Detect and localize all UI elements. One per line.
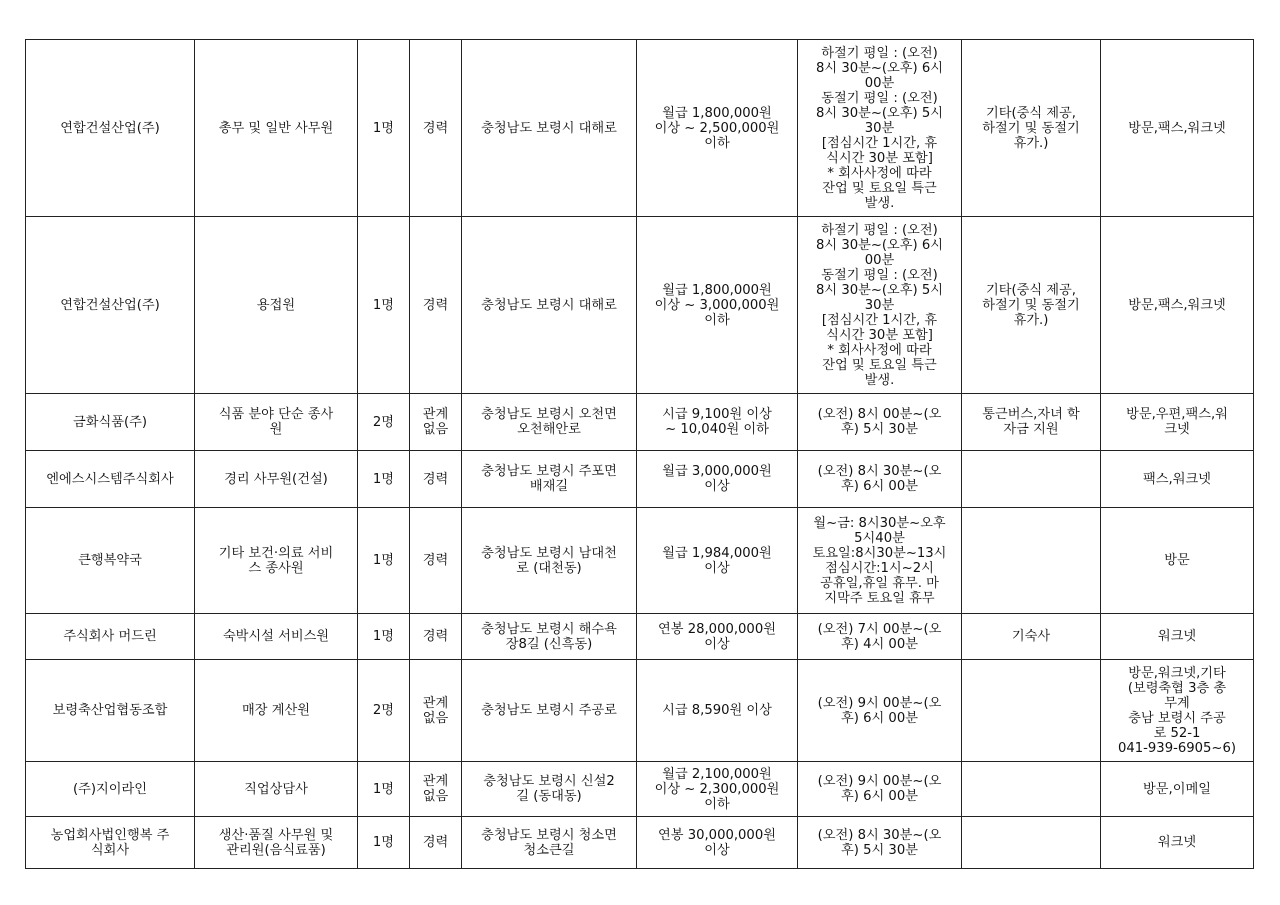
work-hours-cell — [798, 394, 962, 451]
work-hours-cell — [798, 40, 962, 217]
cell-line: 경력 — [422, 471, 449, 487]
apply-method-cell — [1101, 217, 1254, 394]
cell-line: 후) 4시 00분 — [841, 636, 918, 652]
cell-line: 00분 — [864, 75, 895, 91]
position-cell — [195, 508, 358, 614]
position-cell — [195, 660, 358, 762]
apply-method-cell — [1101, 451, 1254, 508]
cell-line: 30분 — [864, 120, 895, 136]
cell-line: 하절기 및 동절기 — [982, 120, 1080, 136]
headcount-cell: 1명 — [358, 762, 410, 817]
wage-cell — [637, 660, 798, 762]
cell-line: 충청남도 보령시 대해로 — [481, 120, 617, 136]
cell-line: 경력 — [422, 629, 449, 644]
company-cell: 농업회사법인행복 주 식회사 — [26, 817, 195, 869]
cell-line: 없음 — [422, 789, 449, 804]
position-cell — [195, 451, 358, 508]
cell-line: 8시 30분~(오후) 5시 — [816, 105, 943, 121]
cell-line: 충청남도 보령시 청소면 — [481, 827, 617, 843]
company-cell: 금화식품(주) — [26, 394, 195, 451]
cell-line: 월급 1,984,000원 — [662, 545, 772, 561]
cell-line: 방문,우편,팩스,워 — [1126, 407, 1228, 422]
table-row — [26, 817, 1254, 869]
cell-line: 월급 2,100,000원 — [662, 766, 772, 782]
cell-line: 이하 — [704, 312, 730, 328]
benefits-cell — [962, 451, 1101, 508]
wage-cell — [637, 451, 798, 508]
wage-cell — [637, 762, 798, 817]
cell-line: 장8길 (신흑동) — [505, 636, 593, 652]
cell-line: 식시간 30분 포함] — [826, 327, 933, 343]
wage-cell — [637, 394, 798, 451]
cell-line: 경리 사무원(건설) — [224, 471, 328, 487]
wage-cell — [637, 817, 798, 869]
cell-line: 지막주 토요일 휴무 — [824, 590, 935, 606]
cell-line: 충청남도 보령시 주포면 — [481, 464, 617, 479]
cell-line: 이상 — [704, 636, 730, 652]
company-cell: 엔에스시스템주식회사 — [26, 451, 195, 508]
cell-line: 크넷 — [1164, 422, 1190, 437]
cell-line: 하절기 평일 : (오전) — [821, 222, 938, 238]
benefits-cell — [962, 614, 1101, 660]
headcount-cell: 1명 — [358, 217, 410, 394]
position-cell — [195, 394, 358, 451]
location-cell — [462, 217, 637, 394]
cell-line: 월급 1,800,000원 — [662, 282, 772, 298]
company-cell: (주)지이라인 — [26, 762, 195, 817]
table-row — [26, 451, 1254, 508]
company-cell: 큰행복약국 — [26, 508, 195, 614]
cell-line: 기타(중식 제공, — [986, 282, 1076, 298]
cell-line: 워크넷 — [1157, 629, 1197, 644]
wage-cell — [637, 614, 798, 660]
cell-line: 이상 ~ 2,500,000원 — [654, 120, 780, 136]
cell-line: 이상 — [704, 842, 730, 858]
position-cell — [195, 762, 358, 817]
apply-method-cell — [1101, 394, 1254, 451]
cell-line: 시급 8,590원 이상 — [662, 703, 772, 718]
cell-line: 잔업 및 토요일 특근 — [822, 357, 937, 373]
table-row — [26, 508, 1254, 614]
cell-line: 이상 — [704, 560, 730, 576]
cell-line: 후) 6시 00분 — [841, 710, 918, 726]
cell-line: (오전) 8시 30분~(오 — [817, 464, 942, 479]
experience-cell — [410, 217, 462, 394]
cell-line: 매장 계산원 — [242, 703, 310, 718]
cell-line: 8시 30분~(오후) 5시 — [816, 282, 943, 298]
cell-line: 하절기 평일 : (오전) — [821, 45, 938, 61]
table-row — [26, 614, 1254, 660]
benefits-cell — [962, 394, 1101, 451]
location-cell — [462, 614, 637, 660]
cell-line: 기숙사 — [1011, 629, 1051, 644]
cell-line: (오전) 8시 30분~(오 — [817, 827, 942, 843]
wage-cell — [637, 217, 798, 394]
table-row — [26, 394, 1254, 451]
cell-line: (오전) 9시 00분~(오 — [817, 774, 942, 789]
cell-line: 경력 — [422, 120, 449, 136]
cell-line: 청소큰길 — [523, 842, 575, 858]
work-hours-cell — [798, 508, 962, 614]
job-rows — [26, 40, 1254, 869]
cell-line: 하절기 및 동절기 — [982, 297, 1080, 313]
headcount-cell: 1명 — [358, 40, 410, 217]
work-hours-cell — [798, 660, 962, 762]
cell-line: 방문,이메일 — [1143, 781, 1211, 797]
cell-line: 00분 — [864, 252, 895, 268]
cell-line: 생산·품질 사무원 및 — [218, 827, 334, 843]
cell-line: 방문,워크넷,기타 — [1128, 665, 1226, 681]
location-cell — [462, 508, 637, 614]
work-hours-cell — [798, 217, 962, 394]
apply-method-cell — [1101, 817, 1254, 869]
cell-line: 충청남도 보령시 대해로 — [481, 297, 617, 313]
location-cell — [462, 762, 637, 817]
cell-line: 연봉 30,000,000원 — [658, 827, 776, 843]
position-cell — [195, 817, 358, 869]
work-hours-cell — [798, 614, 962, 660]
cell-line: 워크넷 — [1157, 835, 1197, 850]
cell-line: [점심시간 1시간, 휴 — [821, 135, 938, 151]
cell-line: (오전) 8시 00분~(오 — [817, 407, 942, 422]
cell-line: 8시 30분~(오후) 6시 — [816, 60, 943, 76]
cell-line: 방문,팩스,워크넷 — [1128, 120, 1226, 136]
work-hours-cell — [798, 817, 962, 869]
table-row — [26, 40, 1254, 217]
cell-line: 점심시간:1시~2시 — [825, 560, 934, 576]
cell-line: 기타 보건·의료 서비 — [218, 545, 334, 561]
cell-line: 식품 분야 단순 종사 — [218, 407, 334, 422]
cell-line: 경력 — [422, 553, 449, 568]
cell-line: 월~금: 8시30분~오후 — [813, 515, 946, 531]
cell-line: 041-939-6905~6) — [1117, 740, 1236, 756]
cell-line: 로 52-1 — [1153, 725, 1201, 741]
cell-line: 8시 30분~(오후) 6시 — [816, 237, 943, 253]
work-hours-cell — [798, 762, 962, 817]
cell-line: 충청남도 보령시 남대천 — [481, 545, 617, 561]
job-listing-table — [25, 39, 1254, 869]
cell-line: 직업상담사 — [244, 781, 308, 797]
cell-line: 식시간 30분 포함] — [826, 150, 933, 166]
experience-cell — [410, 614, 462, 660]
cell-line: 경력 — [422, 835, 449, 850]
benefits-cell — [962, 817, 1101, 869]
cell-line: 후) 6시 00분 — [841, 479, 918, 494]
cell-line: 길 (동대동) — [516, 789, 582, 804]
benefits-cell — [962, 762, 1101, 817]
cell-line: 관리원(음식료품) — [226, 842, 326, 858]
position-cell — [195, 614, 358, 660]
cell-line: 동절기 평일 : (오전) — [821, 90, 938, 106]
cell-line: 충남 보령시 주공 — [1128, 710, 1226, 726]
experience-cell — [410, 817, 462, 869]
cell-line: 오천해안로 — [517, 422, 581, 437]
headcount-cell: 1명 — [358, 508, 410, 614]
cell-line: 숙박시설 서비스원 — [222, 629, 330, 644]
apply-method-cell — [1101, 508, 1254, 614]
cell-line: 시급 9,100원 이상 — [662, 407, 772, 422]
cell-line: 충청남도 보령시 신설2 — [483, 774, 615, 789]
cell-line: 30분 — [864, 297, 895, 313]
position-cell — [195, 217, 358, 394]
experience-cell — [410, 508, 462, 614]
company-cell: 연합건설산업(주) — [26, 40, 195, 217]
benefits-cell — [962, 508, 1101, 614]
cell-line: 원 — [269, 422, 283, 437]
location-cell — [462, 394, 637, 451]
cell-line: 관계 — [422, 695, 449, 711]
cell-line: 기타(중식 제공, — [986, 105, 1076, 121]
location-cell — [462, 451, 637, 508]
experience-cell — [410, 40, 462, 217]
apply-method-cell — [1101, 762, 1254, 817]
apply-method-cell — [1101, 660, 1254, 762]
cell-line: 발생. — [864, 195, 895, 211]
cell-line: 월급 3,000,000원 — [662, 464, 772, 479]
cell-line: 휴가.) — [1013, 135, 1049, 151]
cell-line: 5시40분 — [854, 530, 905, 546]
cell-line: (오전) 7시 00분~(오 — [817, 621, 942, 637]
cell-line: (보령축협 3층 총 — [1127, 680, 1227, 696]
experience-cell — [410, 451, 462, 508]
cell-line: 이상 ~ 2,300,000원 — [654, 781, 780, 797]
company-cell: 연합건설산업(주) — [26, 217, 195, 394]
cell-line: [점심시간 1시간, 휴 — [821, 312, 938, 328]
cell-line: 공휴일,휴일 휴무. 마 — [820, 575, 939, 591]
experience-cell — [410, 660, 462, 762]
table-row — [26, 762, 1254, 817]
headcount-cell: 1명 — [358, 451, 410, 508]
wage-cell — [637, 508, 798, 614]
location-cell — [462, 40, 637, 217]
apply-method-cell — [1101, 40, 1254, 217]
cell-line: ~ 10,040원 이하 — [665, 422, 769, 437]
cell-line: 이상 ~ 3,000,000원 — [654, 297, 780, 313]
cell-line: 이상 — [704, 479, 730, 494]
cell-line: * 회사사정에 따라 — [827, 165, 932, 181]
cell-line: 없음 — [422, 710, 449, 726]
benefits-cell — [962, 217, 1101, 394]
headcount-cell: 2명 — [358, 660, 410, 762]
headcount-cell: 2명 — [358, 394, 410, 451]
cell-line: 무계 — [1164, 695, 1190, 711]
company-cell: 보령축산업협동조합 — [26, 660, 195, 762]
cell-line: 충청남도 보령시 해수욕 — [481, 621, 617, 637]
benefits-cell — [962, 660, 1101, 762]
cell-line: 충청남도 보령시 주공로 — [481, 703, 617, 718]
headcount-cell: 1명 — [358, 817, 410, 869]
experience-cell — [410, 394, 462, 451]
cell-line: 후) 6시 00분 — [841, 789, 918, 804]
cell-line: 팩스,워크넷 — [1143, 471, 1211, 487]
cell-line: 휴가.) — [1013, 312, 1049, 328]
cell-line: 방문,팩스,워크넷 — [1128, 297, 1226, 313]
cell-line: 방문 — [1164, 553, 1190, 568]
cell-line: 용접원 — [256, 297, 296, 313]
cell-line: 동절기 평일 : (오전) — [821, 267, 938, 283]
company-cell: 주식회사 머드린 — [26, 614, 195, 660]
cell-line: 자금 지원 — [1003, 422, 1059, 437]
location-cell — [462, 660, 637, 762]
cell-line: 후) 5시 30분 — [841, 842, 918, 858]
location-cell — [462, 817, 637, 869]
apply-method-cell — [1101, 614, 1254, 660]
cell-line: 경력 — [422, 297, 449, 313]
cell-line: * 회사사정에 따라 — [827, 342, 932, 358]
benefits-cell — [962, 40, 1101, 217]
cell-line: 토요일:8시30분~13시 — [812, 545, 947, 561]
cell-line: 스 종사원 — [248, 560, 304, 576]
cell-line: 관계 — [422, 407, 449, 422]
table-row — [26, 660, 1254, 762]
cell-line: 충청남도 보령시 오천면 — [481, 407, 617, 422]
cell-line: 월급 1,800,000원 — [662, 105, 772, 121]
position-cell — [195, 40, 358, 217]
experience-cell — [410, 762, 462, 817]
cell-line: 관계 — [422, 774, 449, 789]
wage-cell — [637, 40, 798, 217]
cell-line: (오전) 9시 00분~(오 — [817, 695, 942, 711]
cell-line: 잔업 및 토요일 특근 — [822, 180, 937, 196]
cell-line: 연봉 28,000,000원 — [658, 621, 776, 637]
cell-line: 이하 — [704, 135, 730, 151]
table-row — [26, 217, 1254, 394]
cell-line: 로 (대천동) — [516, 560, 582, 576]
cell-line: 통근버스,자녀 학 — [982, 407, 1080, 422]
cell-line: 없음 — [422, 422, 449, 437]
cell-line: 이하 — [704, 796, 730, 812]
cell-line: 배재길 — [529, 479, 569, 494]
cell-line: 총무 및 일반 사무원 — [218, 120, 334, 136]
cell-line: 후) 5시 30분 — [841, 422, 918, 437]
work-hours-cell — [798, 451, 962, 508]
cell-line: 발생. — [864, 372, 895, 388]
headcount-cell: 1명 — [358, 614, 410, 660]
